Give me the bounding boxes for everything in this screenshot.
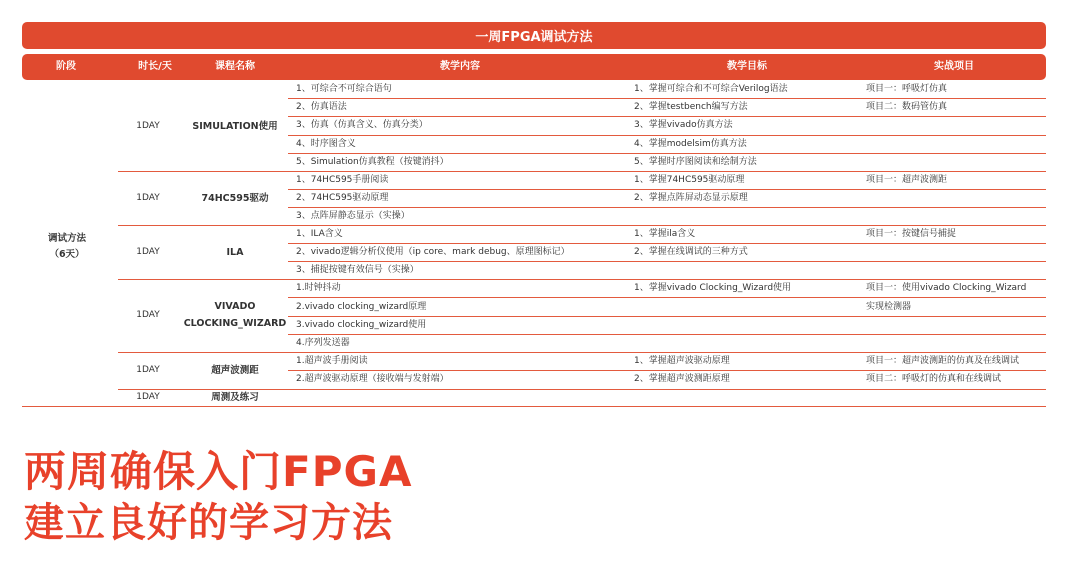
row-divider <box>288 153 1046 154</box>
group-course-line2: CLOCKING_WIZARD <box>183 318 287 329</box>
table-bottom-line <box>22 406 1046 407</box>
group-duration: 1DAY <box>136 310 160 320</box>
group-divider <box>118 352 1046 353</box>
row-goal: 3、掌握vivado仿真方法 <box>634 120 733 130</box>
row-content: 4、时序图含义 <box>296 139 356 149</box>
row-project: 项目二：呼吸灯的仿真和在线调试 <box>866 374 1002 384</box>
header-goal: 教学目标 <box>727 61 767 72</box>
row-goal: 1、掌握超声波驱动原理 <box>634 356 730 366</box>
slogan-line1: 两周确保入门FPGA <box>24 447 413 496</box>
row-content: 1、ILA含义 <box>296 229 343 239</box>
row-content: 1、74HC595手册阅读 <box>296 175 389 185</box>
row-goal: 1、掌握可综合和不可综合Verilog语法 <box>634 84 788 94</box>
row-content: 2、vivado逻辑分析仪使用（ip core、mark debug、原理图标记） <box>296 247 570 257</box>
group-divider <box>118 389 1046 390</box>
row-goal: 1、掌握ila含义 <box>634 229 696 239</box>
group-course-line1: VIVADO <box>214 301 256 312</box>
row-content: 2.超声波驱动原理（接收端与发射端） <box>296 374 449 384</box>
row-content: 4.序列发送器 <box>296 338 350 348</box>
row-content: 3、捕捉按键有效信号（实操） <box>296 265 419 275</box>
group-duration: 1DAY <box>136 193 160 203</box>
row-divider <box>288 334 1046 335</box>
row-content: 1、可综合不可综合语句 <box>296 84 392 94</box>
group-divider <box>118 279 1046 280</box>
row-goal: 2、掌握testbench编写方法 <box>634 102 748 112</box>
group-duration: 1DAY <box>136 121 160 131</box>
row-divider <box>288 370 1046 371</box>
row-project: 实现检测器 <box>866 302 912 312</box>
row-divider <box>288 261 1046 262</box>
row-divider <box>288 116 1046 117</box>
row-divider <box>288 316 1046 317</box>
row-content: 2.vivado clocking_wizard原理 <box>296 302 427 312</box>
stage-days: （6天） <box>49 249 85 260</box>
row-project: 项目一：使用vivado Clocking_Wizard <box>866 283 1027 293</box>
group-course: 超声波测距 <box>211 365 259 376</box>
stage-name: 调试方法 <box>47 233 86 244</box>
header-content: 教学内容 <box>440 61 480 72</box>
row-project: 项目一：超声波测距的仿真及在线调试 <box>866 356 1020 366</box>
group-duration: 1DAY <box>136 247 160 257</box>
row-content: 2、74HC595驱动原理 <box>296 193 389 203</box>
row-content: 3.vivado clocking_wizard使用 <box>296 320 427 330</box>
group-divider <box>118 225 1046 226</box>
row-project: 项目一：超声波测距 <box>866 175 948 185</box>
slogan-line2: 建立良好的学习方法 <box>24 500 393 546</box>
row-divider <box>288 98 1046 99</box>
group-course: 74HC595驱动 <box>201 193 269 204</box>
row-project: 项目一：按键信号捕捉 <box>866 229 957 239</box>
row-divider <box>288 207 1046 208</box>
group-duration: 1DAY <box>136 365 160 375</box>
row-content: 5、Simulation仿真教程（按键消抖） <box>296 157 449 167</box>
header-course: 课程名称 <box>215 61 255 72</box>
table-title: 一周FPGA调试方法 <box>22 22 1046 49</box>
row-divider <box>288 243 1046 244</box>
row-content: 3、点阵屏静态显示（实操） <box>296 211 410 221</box>
group-divider <box>118 171 1046 172</box>
course-table <box>22 80 1046 408</box>
row-goal: 1、掌握74HC595驱动原理 <box>634 175 745 185</box>
header-duration: 时长/天 <box>138 61 172 72</box>
row-content: 3、仿真（仿真含义、仿真分类） <box>296 120 428 130</box>
row-divider <box>288 135 1046 136</box>
header-stage: 阶段 <box>56 61 76 72</box>
table-header <box>22 54 1046 80</box>
row-goal: 2、掌握在线调试的三种方式 <box>634 247 748 257</box>
row-divider <box>288 189 1046 190</box>
group-course: 周测及练习 <box>211 392 259 403</box>
group-course: SIMULATION使用 <box>192 121 278 132</box>
row-goal: 4、掌握modelsim仿真方法 <box>634 139 747 149</box>
group-duration: 1DAY <box>136 392 160 402</box>
row-goal: 2、掌握点阵屏动态显示原理 <box>634 193 748 203</box>
row-divider <box>288 297 1046 298</box>
row-project: 项目二：数码管仿真 <box>866 102 948 112</box>
row-content: 1.超声波手册阅读 <box>296 356 368 366</box>
group-course: ILA <box>226 247 244 258</box>
header-project: 实战项目 <box>934 61 974 72</box>
row-goal: 5、掌握时序图阅读和绘制方法 <box>634 157 757 167</box>
row-content: 1.时钟抖动 <box>296 283 341 293</box>
row-project: 项目一：呼吸灯仿真 <box>866 84 948 94</box>
row-goal: 2、掌握超声波测距原理 <box>634 374 730 384</box>
row-goal: 1、掌握vivado Clocking_Wizard使用 <box>634 283 792 293</box>
row-content: 2、仿真语法 <box>296 102 347 112</box>
